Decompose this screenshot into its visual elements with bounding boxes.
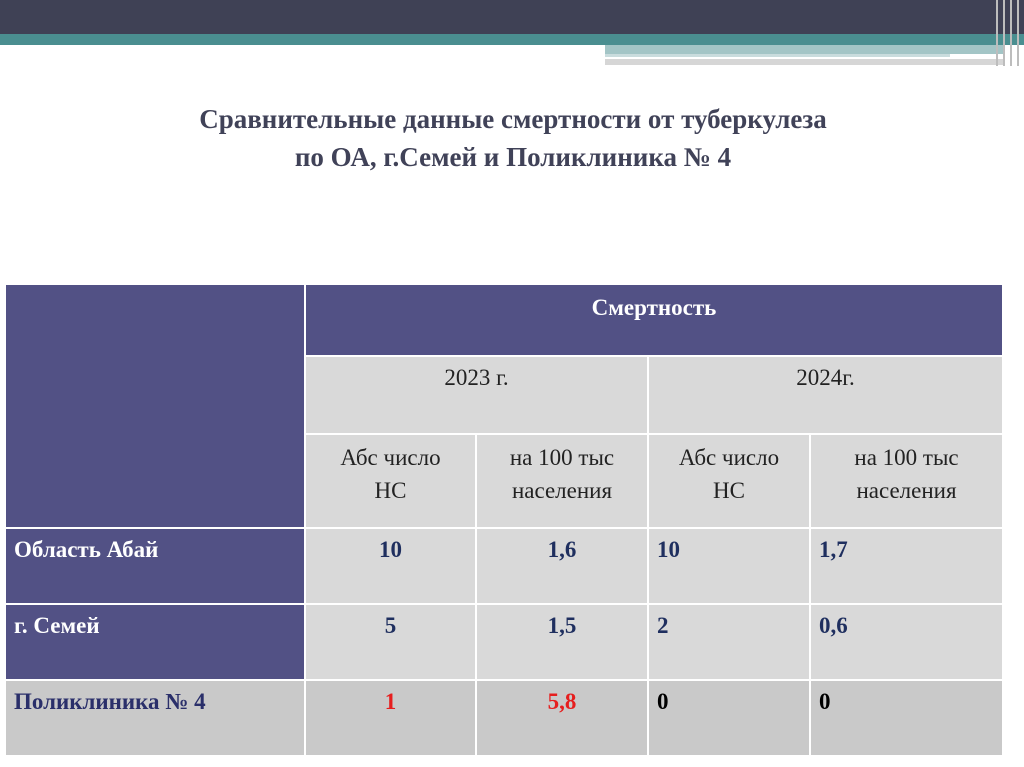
corner-line <box>1017 0 1019 66</box>
header-text: Абс число <box>678 445 780 470</box>
top-light-band <box>605 45 1005 54</box>
cell-value: 1,5 <box>476 604 648 680</box>
table-row <box>5 528 1003 604</box>
header-mortality: Смертность <box>305 284 1003 356</box>
top-dark-band <box>0 0 1024 34</box>
cell-value: 0,6 <box>810 604 1003 680</box>
header-abs-2024 <box>648 434 810 528</box>
cell-value: 10 <box>305 528 476 604</box>
cell-value: 2 <box>648 604 810 680</box>
top-thin-band <box>605 54 950 57</box>
header-text: на 100 тыс <box>509 445 615 470</box>
cell-value: 1,6 <box>476 528 648 604</box>
header-text: населения <box>856 478 957 503</box>
header-text: населения <box>511 478 613 503</box>
header-text: НС <box>713 478 745 503</box>
row-label-semey: г. Семей <box>5 604 305 680</box>
header-per100k-2024 <box>810 434 1003 528</box>
corner-cell <box>5 284 305 528</box>
header-abs-2023 <box>305 434 476 528</box>
table-row <box>5 604 1003 680</box>
cell-value: 0 <box>648 680 810 756</box>
row-label-polyclinic: Поликлиника № 4 <box>5 680 305 756</box>
header-text: Абс число <box>340 445 441 470</box>
corner-line <box>1010 0 1012 66</box>
corner-line <box>1003 0 1005 66</box>
mortality-table <box>4 283 1004 757</box>
title-line-1: Сравнительные данные смертности от туберкулеза <box>199 104 827 134</box>
title-line-2: по ОА, г.Семей и Поликлиника № 4 <box>294 142 732 172</box>
top-teal-band <box>0 34 1024 45</box>
cell-value: 5 <box>305 604 476 680</box>
header-text: на 100 тыс <box>854 445 959 470</box>
top-gray-band <box>605 59 1005 65</box>
corner-line <box>996 0 998 66</box>
header-year-2024: 2024г. <box>648 356 1003 434</box>
cell-value-highlight: 5,8 <box>476 680 648 756</box>
header-per100k-2023 <box>476 434 648 528</box>
cell-value: 0 <box>810 680 1003 756</box>
cell-value: 1,7 <box>810 528 1003 604</box>
slide-title <box>60 100 966 176</box>
cell-value-highlight: 1 <box>305 680 476 756</box>
header-row-main <box>5 284 1003 356</box>
header-year-2023: 2023 г. <box>305 356 648 434</box>
cell-value: 10 <box>648 528 810 604</box>
header-text: НС <box>374 478 407 503</box>
table-row <box>5 680 1003 756</box>
row-label-oblast: Область Абай <box>5 528 305 604</box>
